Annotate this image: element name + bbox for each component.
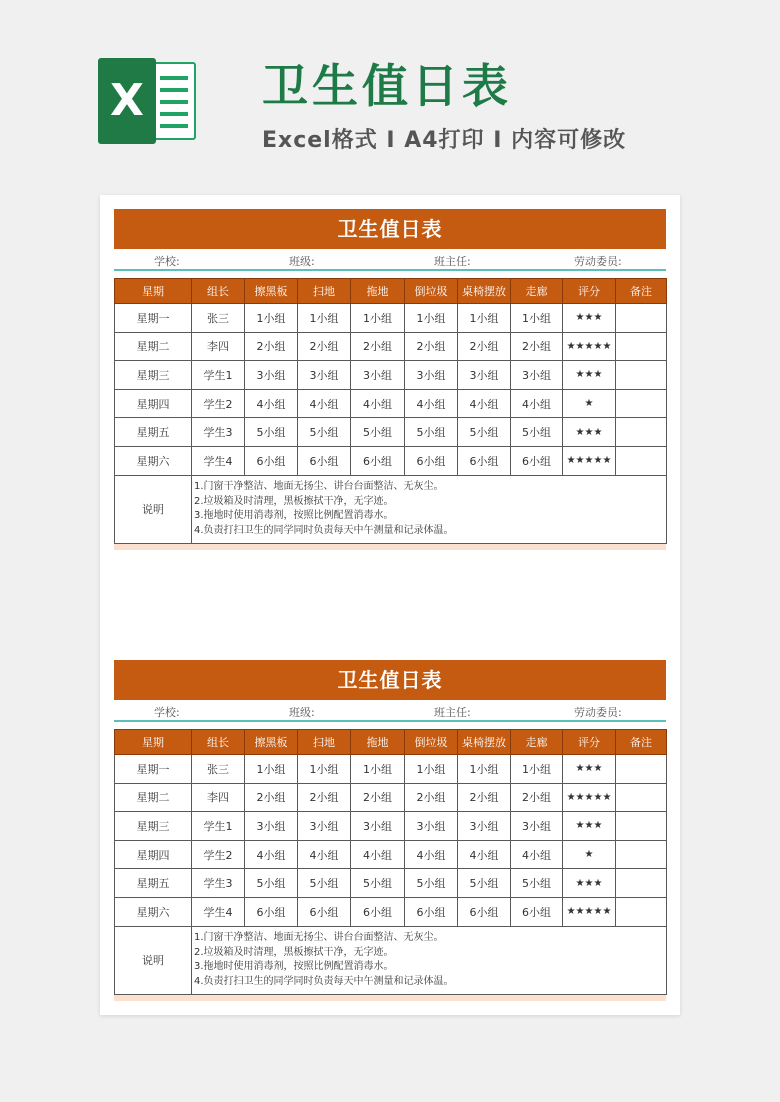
table-cell: 4小组 (351, 840, 405, 869)
rating-cell: ★ (563, 389, 616, 418)
table-cell: 4小组 (298, 840, 351, 869)
rating-cell: ★★★ (563, 869, 616, 898)
column-header: 评分 (563, 279, 616, 304)
column-header: 走廊 (511, 279, 563, 304)
table-cell: 2小组 (351, 332, 405, 361)
remark-cell (616, 783, 667, 812)
duty-table-block-2 (114, 660, 666, 1001)
table-cell: 星期四 (115, 389, 192, 418)
column-header: 桌椅摆放 (458, 279, 511, 304)
table-cell: 1小组 (458, 755, 511, 784)
table-title: 卫生值日表 (114, 660, 666, 700)
table-cell: 4小组 (405, 389, 458, 418)
rating-cell: ★★★★★ (563, 446, 616, 475)
rating-cell: ★★★ (563, 361, 616, 390)
table-header-row (115, 730, 667, 755)
table-cell: 6小组 (298, 897, 351, 926)
table-cell: 李四 (192, 783, 245, 812)
table-row (115, 418, 667, 447)
table-cell: 4小组 (245, 389, 298, 418)
table-cell: 张三 (192, 755, 245, 784)
rating-cell: ★★★★★ (563, 897, 616, 926)
remark-cell (616, 869, 667, 898)
table-row (115, 332, 667, 361)
excel-badge: X (98, 58, 156, 144)
table-cell: 6小组 (298, 446, 351, 475)
note-line: 4.负责打扫卫生的同学同时负责每天中午测量和记录体温。 (194, 975, 454, 987)
table-cell: 星期四 (115, 840, 192, 869)
note-line: 2.垃圾箱及时清理，黑板擦拭干净，无字迹。 (194, 495, 394, 507)
column-header: 组长 (192, 730, 245, 755)
teacher-label: 班主任: (434, 706, 471, 719)
rating-cell: ★ (563, 840, 616, 869)
remark-cell (616, 304, 667, 333)
column-header: 拖地 (351, 279, 405, 304)
table-cell: 6小组 (351, 897, 405, 926)
notes-label: 说明 (115, 475, 192, 543)
table-cell: 5小组 (405, 869, 458, 898)
column-header: 评分 (563, 730, 616, 755)
column-header: 倒垃圾 (405, 279, 458, 304)
table-cell: 3小组 (458, 361, 511, 390)
footer-band (114, 544, 666, 550)
notes-content (192, 926, 667, 994)
column-header: 备注 (616, 279, 667, 304)
table-cell: 星期五 (115, 418, 192, 447)
remark-cell (616, 446, 667, 475)
notes-row (115, 926, 667, 994)
column-header: 倒垃圾 (405, 730, 458, 755)
table-cell: 2小组 (458, 783, 511, 812)
excel-logo-icon (98, 58, 198, 144)
remark-cell (616, 840, 667, 869)
column-header: 桌椅摆放 (458, 730, 511, 755)
table-cell: 1小组 (245, 755, 298, 784)
table-cell: 学生4 (192, 446, 245, 475)
footer-band (114, 995, 666, 1001)
table-cell: 4小组 (351, 389, 405, 418)
remark-cell (616, 755, 667, 784)
table-row (115, 446, 667, 475)
table-cell: 5小组 (511, 869, 563, 898)
column-header: 星期 (115, 730, 192, 755)
table-cell: 1小组 (511, 755, 563, 784)
remark-cell (616, 332, 667, 361)
table-cell: 3小组 (245, 812, 298, 841)
table-cell: 5小组 (511, 418, 563, 447)
document-sheet (100, 195, 680, 1015)
remark-cell (616, 897, 667, 926)
table-cell: 6小组 (511, 446, 563, 475)
note-line: 3.拖地时使用消毒剂，按照比例配置消毒水。 (194, 510, 394, 522)
info-row (114, 700, 666, 722)
page-title: 卫生值日表 (262, 59, 512, 113)
page-header (0, 0, 780, 190)
table-cell: 4小组 (511, 840, 563, 869)
table-row (115, 869, 667, 898)
table-cell: 1小组 (351, 755, 405, 784)
table-cell: 2小组 (245, 783, 298, 812)
table-row (115, 812, 667, 841)
table-cell: 6小组 (405, 897, 458, 926)
table-row (115, 389, 667, 418)
table-cell: 1小组 (298, 755, 351, 784)
table-cell: 4小组 (245, 840, 298, 869)
table-cell: 5小组 (405, 418, 458, 447)
rating-cell: ★★★ (563, 418, 616, 447)
table-row (115, 304, 667, 333)
table-cell: 星期三 (115, 361, 192, 390)
class-label: 班级: (289, 255, 315, 268)
table-row (115, 361, 667, 390)
table-cell: 5小组 (351, 418, 405, 447)
table-cell: 6小组 (458, 446, 511, 475)
note-line: 1.门窗干净整洁、地面无扬尘、讲台台面整洁、无灰尘。 (194, 932, 444, 944)
table-cell: 1小组 (405, 304, 458, 333)
remark-cell (616, 418, 667, 447)
column-header: 备注 (616, 730, 667, 755)
table-cell: 2小组 (458, 332, 511, 361)
table-cell: 1小组 (245, 304, 298, 333)
table-header-row (115, 279, 667, 304)
table-cell: 4小组 (405, 840, 458, 869)
table-cell: 6小组 (458, 897, 511, 926)
table-cell: 2小组 (245, 332, 298, 361)
teacher-label: 班主任: (434, 255, 471, 268)
table-cell: 6小组 (245, 446, 298, 475)
note-line: 3.拖地时使用消毒剂，按照比例配置消毒水。 (194, 961, 394, 973)
table-row (115, 897, 667, 926)
column-header: 组长 (192, 279, 245, 304)
table-cell: 3小组 (298, 812, 351, 841)
note-line: 4.负责打扫卫生的同学同时负责每天中午测量和记录体温。 (194, 524, 454, 536)
table-cell: 学生1 (192, 812, 245, 841)
table-cell: 2小组 (351, 783, 405, 812)
table-cell: 星期五 (115, 869, 192, 898)
table-cell: 5小组 (245, 418, 298, 447)
table-cell: 学生3 (192, 418, 245, 447)
table-cell: 4小组 (511, 389, 563, 418)
table-cell: 3小组 (298, 361, 351, 390)
table-cell: 2小组 (405, 332, 458, 361)
page-subtitle: Excel格式 I A4打印 I 内容可修改 (262, 128, 627, 153)
table-cell: 3小组 (405, 361, 458, 390)
table-cell: 3小组 (351, 812, 405, 841)
table-cell: 5小组 (458, 869, 511, 898)
table-cell: 2小组 (511, 332, 563, 361)
table-cell: 6小组 (511, 897, 563, 926)
notes-content (192, 475, 667, 543)
rating-cell: ★★★ (563, 812, 616, 841)
table-cell: 5小组 (245, 869, 298, 898)
table-cell: 学生4 (192, 897, 245, 926)
table-cell: 2小组 (511, 783, 563, 812)
school-label: 学校: (154, 255, 180, 268)
table-cell: 4小组 (458, 840, 511, 869)
table-cell: 星期二 (115, 332, 192, 361)
info-row (114, 249, 666, 271)
table-cell: 4小组 (458, 389, 511, 418)
rating-cell: ★★★★★ (563, 783, 616, 812)
table-cell: 5小组 (298, 418, 351, 447)
table-cell: 学生3 (192, 869, 245, 898)
table-cell: 1小组 (298, 304, 351, 333)
labor-committee-label: 劳动委员: (574, 255, 622, 268)
duty-table (114, 729, 667, 995)
rating-cell: ★★★ (563, 755, 616, 784)
table-cell: 星期三 (115, 812, 192, 841)
table-cell: 星期六 (115, 446, 192, 475)
column-header: 擦黑板 (245, 279, 298, 304)
notes-row (115, 475, 667, 543)
table-row (115, 783, 667, 812)
remark-cell (616, 812, 667, 841)
table-title: 卫生值日表 (114, 209, 666, 249)
table-cell: 6小组 (405, 446, 458, 475)
note-line: 1.门窗干净整洁、地面无扬尘、讲台台面整洁、无灰尘。 (194, 481, 444, 493)
rating-cell: ★★★ (563, 304, 616, 333)
column-header: 拖地 (351, 730, 405, 755)
table-cell: 3小组 (351, 361, 405, 390)
table-cell: 星期六 (115, 897, 192, 926)
table-cell: 1小组 (458, 304, 511, 333)
table-cell: 3小组 (458, 812, 511, 841)
table-row (115, 840, 667, 869)
table-cell: 学生2 (192, 389, 245, 418)
table-cell: 学生1 (192, 361, 245, 390)
table-cell: 1小组 (511, 304, 563, 333)
table-cell: 3小组 (405, 812, 458, 841)
labor-committee-label: 劳动委员: (574, 706, 622, 719)
class-label: 班级: (289, 706, 315, 719)
column-header: 擦黑板 (245, 730, 298, 755)
table-cell: 6小组 (351, 446, 405, 475)
column-header: 扫地 (298, 730, 351, 755)
table-cell: 2小组 (298, 332, 351, 361)
school-label: 学校: (154, 706, 180, 719)
table-cell: 星期二 (115, 783, 192, 812)
table-cell: 3小组 (245, 361, 298, 390)
column-header: 扫地 (298, 279, 351, 304)
table-cell: 5小组 (458, 418, 511, 447)
notes-label: 说明 (115, 926, 192, 994)
note-line: 2.垃圾箱及时清理，黑板擦拭干净，无字迹。 (194, 946, 394, 958)
table-row (115, 755, 667, 784)
table-cell: 6小组 (245, 897, 298, 926)
table-cell: 5小组 (351, 869, 405, 898)
table-cell: 3小组 (511, 361, 563, 390)
table-cell: 2小组 (405, 783, 458, 812)
table-cell: 星期一 (115, 755, 192, 784)
table-cell: 李四 (192, 332, 245, 361)
table-cell: 学生2 (192, 840, 245, 869)
table-cell: 1小组 (351, 304, 405, 333)
table-cell: 4小组 (298, 389, 351, 418)
column-header: 走廊 (511, 730, 563, 755)
table-cell: 1小组 (405, 755, 458, 784)
remark-cell (616, 389, 667, 418)
table-cell: 星期一 (115, 304, 192, 333)
duty-table-block-1 (114, 209, 666, 550)
table-cell: 2小组 (298, 783, 351, 812)
column-header: 星期 (115, 279, 192, 304)
duty-table (114, 278, 667, 544)
table-cell: 3小组 (511, 812, 563, 841)
table-cell: 张三 (192, 304, 245, 333)
remark-cell (616, 361, 667, 390)
table-cell: 5小组 (298, 869, 351, 898)
rating-cell: ★★★★★ (563, 332, 616, 361)
